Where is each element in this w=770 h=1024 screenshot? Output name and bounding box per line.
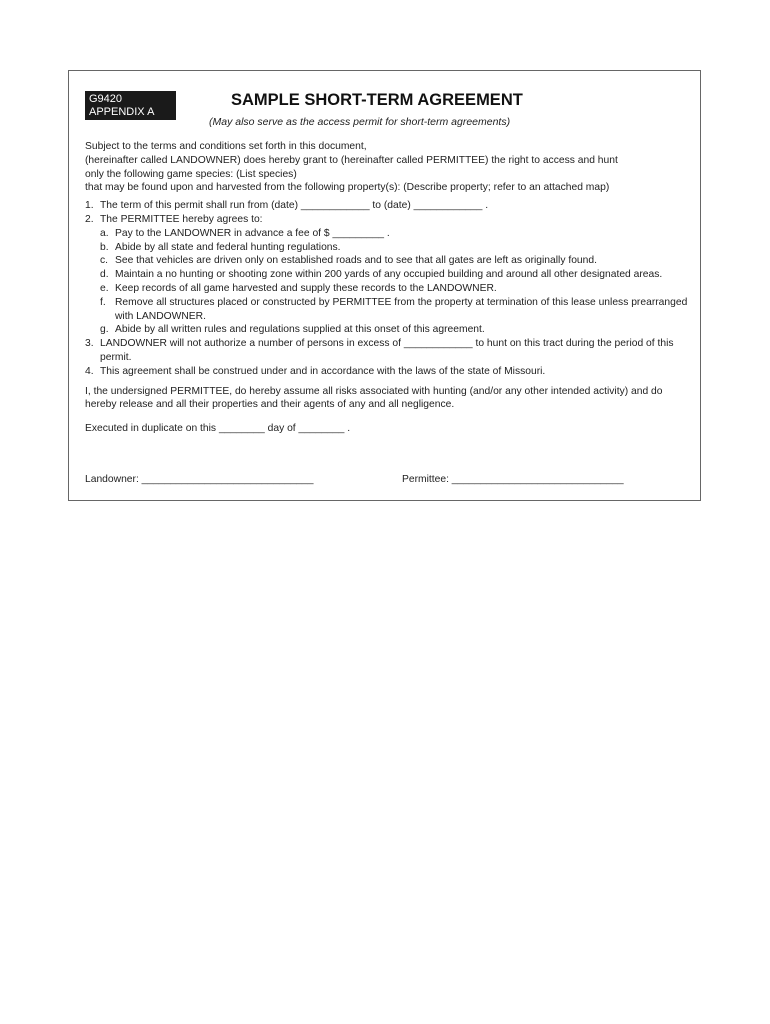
intro-line: that may be found upon and harvested from the following property(s): (Describe property; refer to an attached map) [85,182,610,194]
obligation-text: Pay to the LANDOWNER in advance a fee of $ _________ . [115,227,390,239]
permittee-obligations [85,227,690,337]
obligation-letter: b. [100,241,109,253]
term-number: 3. [85,338,94,350]
obligation-text: Remove all structures placed or constructed by PERMITTEE from the property at termination of this lease unless prearranged with LANDOWNER. [115,296,688,322]
obligation-text: Abide by all written rules and regulations supplied at this onset of this agreement. [115,324,485,336]
agreement-form [68,70,701,501]
obligation-c [100,254,690,268]
appendix-label: APPENDIX A [89,106,155,118]
term-item-2 [85,213,690,227]
obligation-f [100,296,690,324]
execution-line: Executed in duplicate on this ________ day of ________ . [85,423,351,435]
document-subtitle: (May also serve as the access permit for short-term agreements) [209,116,511,128]
obligation-g [100,323,690,337]
permittee-signature-line: Permittee: ______________________________ [402,474,624,485]
intro-line: Subject to the terms and conditions set forth in this document, [85,141,367,152]
obligation-letter: c. [100,255,109,267]
risk-waiver: I, the undersigned PERMITTEE, do hereby assume all risks associated with hunting (and/or any other intended activity) and do hereby release and all their properties and their agents of any and all negligence. [85,385,663,411]
intro-line: only the following game species: (List species) [85,168,297,180]
obligation-text: See that vehicles are driven only on established roads and to see that all gates are left as originally found. [115,255,597,267]
obligation-text: Abide by all state and federal hunting regulations. [115,241,341,253]
obligation-letter: e. [100,282,109,294]
appendix-tag [85,91,176,120]
term-text: The PERMITTEE hereby agrees to: [100,213,263,225]
term-text: LANDOWNER will not authorize a number of persons in excess of ____________ to hunt on this tract during the period of this permit. [100,338,674,363]
obligation-text: Keep records of all game harvested and supply these records to the LANDOWNER. [115,282,497,294]
intro-line: (hereinafter called LANDOWNER) does hereby grant to (hereinafter called PERMITTEE) the right to access and hunt [85,154,618,166]
obligation-letter: g. [100,324,109,336]
obligation-text: Maintain a no hunting or shooting zone within 200 yards of any occupied building and around all other designated areas. [115,269,663,281]
document-title: SAMPLE SHORT-TERM AGREEMENT [231,91,523,109]
obligation-b [100,241,690,255]
term-number: 4. [85,365,94,377]
term-item-4 [85,365,690,379]
obligation-letter: f. [100,296,106,308]
term-text: This agreement shall be construed under and in accordance with the laws of the state of Missouri. [100,365,546,377]
term-text: The term of this permit shall run from (date) ____________ to (date) ____________ . [100,200,489,212]
term-item-1 [85,199,690,213]
obligation-letter: a. [100,227,109,239]
obligation-d [100,268,690,282]
terms-list [85,199,690,378]
form-code: G9420 [89,93,123,105]
term-number: 1. [85,200,94,212]
obligation-letter: d. [100,269,109,281]
landowner-signature-line: Landowner: ______________________________ [85,474,314,485]
term-item-3 [85,337,690,365]
term-number: 2. [85,213,94,225]
obligation-a [100,227,690,241]
document-body [85,140,690,436]
obligation-e [100,282,690,296]
